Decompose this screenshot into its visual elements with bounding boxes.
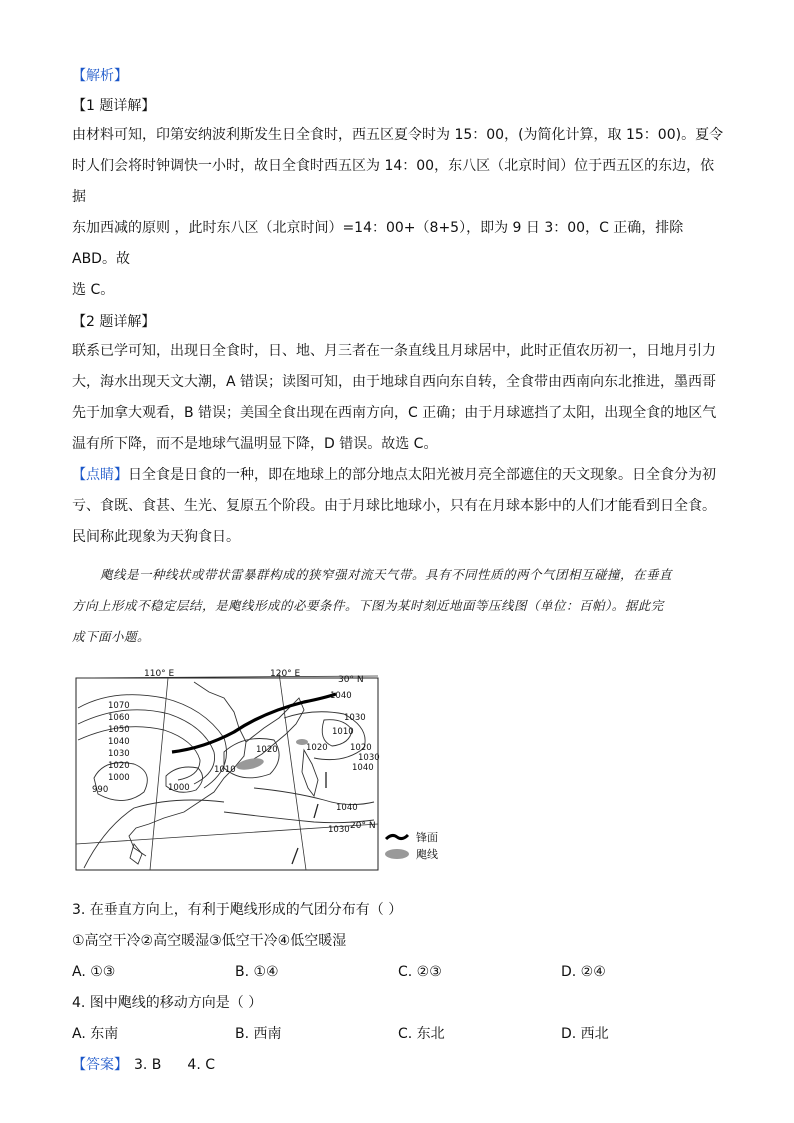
text-line: 时人们会将时钟调快一小时，故日全食时西五区为 14：00，东八区（北京时间）位于西五区的东边，依据 xyxy=(72,158,715,205)
map-legend xyxy=(384,828,474,862)
q2-explanation xyxy=(72,336,724,460)
text-line: 亏、食既、食甚、生光、复原五个阶段。由于月球比地球小，只有在月球本影中的人们才能看到日全食。 xyxy=(72,498,716,514)
document-page xyxy=(72,62,724,1081)
text-line: 先于加拿大观看，B 错误；美国全食出现在西南方向，C 正确；由于月球遮挡了太阳，出现全食的地区气 xyxy=(72,405,717,421)
text-line: 东加西减的原则 ，此时东八区（北京时间）=14：00+（8+5），即为 9 日 3：00，C 正确，排除 ABD。故 xyxy=(72,220,684,267)
text-line: 成下面小题。 xyxy=(72,629,151,644)
q1-explanation xyxy=(72,120,724,306)
text-line: 温有所下降，而不是地球气温明显下降，D 错误。故选 C。 xyxy=(72,436,438,452)
isobar-label: 1040 xyxy=(330,691,352,701)
answer-3: 3. B xyxy=(134,1057,162,1073)
q3-items: ①高空干冷②高空暖湿③低空干冷④低空暖湿 xyxy=(72,933,347,949)
front-symbol-icon xyxy=(384,831,410,843)
option-d: D. ②④ xyxy=(561,964,606,980)
isobar-label: 1040 xyxy=(336,803,358,813)
lat-label-20: 20° N xyxy=(350,821,376,831)
isobar-label: 1030 xyxy=(108,749,130,759)
q2-heading: 【2 题详解】 xyxy=(72,314,156,330)
option-a: A. ①③ xyxy=(72,964,116,980)
legend-front: 锋面 xyxy=(384,828,474,845)
isobar-label: 1040 xyxy=(352,763,374,773)
isobar-label: 990 xyxy=(92,785,109,795)
isobar-label: 1020 xyxy=(350,743,372,753)
text-line: 由材料可知，印第安纳波利斯发生日全食时，西五区夏令时为 15：00，(为简化计算，取 15：00)。夏令 xyxy=(72,127,724,143)
text-line: 选 C。 xyxy=(72,282,115,298)
option-b: B. 西南 xyxy=(235,1026,282,1042)
text-line: 民间称此现象为天狗食日。 xyxy=(72,529,240,545)
isobar-label: 1030 xyxy=(328,825,350,835)
problem-statement xyxy=(72,559,724,652)
option-b: B. ①④ xyxy=(235,964,279,980)
isobar-label: 1030 xyxy=(344,713,366,723)
answer-4: 4. C xyxy=(187,1057,216,1073)
isobar-label: 1070 xyxy=(108,701,130,711)
isobar-label: 1000 xyxy=(168,783,190,793)
q1-heading: 【1 题详解】 xyxy=(72,98,156,114)
isobar-label: 1030 xyxy=(358,753,380,763)
squall-symbol-icon xyxy=(384,848,410,860)
option-d: D. 西北 xyxy=(561,1026,609,1042)
lat-label-30: 30° N xyxy=(338,675,364,685)
tips-heading: 【点睛】 xyxy=(72,467,128,483)
isobar-label: 1020 xyxy=(108,761,130,771)
isobar-label: 1020 xyxy=(256,745,278,755)
q4-options xyxy=(72,1019,724,1050)
isobar-map xyxy=(74,668,384,873)
isobar-label: 1010 xyxy=(332,727,354,737)
text-line: 联系已学可知，出现日全食时，日、地、月三者在一条直线且月球居中，此时正值农历初一，日地月引力 xyxy=(72,343,716,359)
isobar-label: 1000 xyxy=(108,773,130,783)
text-line: 方向上形成不稳定层结，是飑线形成的必要条件。下图为某时刻近地面等压线图（单位：百帕）。据此完 xyxy=(72,598,664,613)
text-line: 大，海水出现天文大潮，A 错误；读图可知，由于地球自西向东自转，全食带由西南向东北推进，墨西哥 xyxy=(72,374,717,390)
legend-squall: 飑线 xyxy=(384,845,474,862)
text-line: 【点睛】日全食是日食的一种，即在地球上的部分地点太阳光被月亮全部遮住的天文现象。日全食分为初 xyxy=(72,467,716,483)
answer-line xyxy=(72,1050,724,1081)
text-line: 飑线是一种线状或带状雷暴群构成的狭窄强对流天气带。具有不同性质的两个气团相互碰撞，在垂直 xyxy=(100,567,673,582)
tips-block xyxy=(72,460,724,553)
isobar-label: 1020 xyxy=(306,743,328,753)
q3-stem: 3. 在垂直方向上，有利于飑线形成的气团分布有（ ） xyxy=(72,902,403,918)
option-c: C. ②③ xyxy=(398,964,442,980)
isobar-label: 1060 xyxy=(108,713,130,723)
q3-options xyxy=(72,957,724,988)
answer-label: 【答案】 xyxy=(72,1057,128,1073)
option-a: A. 东南 xyxy=(72,1026,119,1042)
q4-stem: 4. 图中飑线的移动方向是（ ） xyxy=(72,995,263,1011)
isobar-label: 1050 xyxy=(108,725,130,735)
lon-label-120: 120° E xyxy=(270,669,301,679)
lon-label-110: 110° E xyxy=(144,669,175,679)
isobar-label: 1010 xyxy=(214,765,236,775)
analysis-heading: 【解析】 xyxy=(72,68,128,84)
option-c: C. 东北 xyxy=(398,1026,445,1042)
isobar-label: 1040 xyxy=(108,737,130,747)
isobar-map-figure xyxy=(74,668,454,873)
